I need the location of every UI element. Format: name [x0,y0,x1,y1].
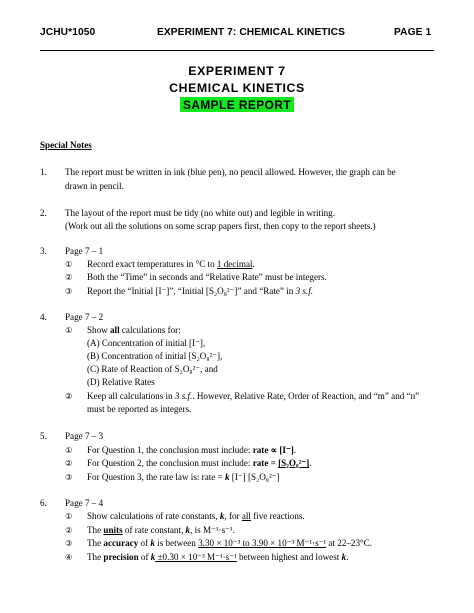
note-6-item-1: Show calculations of rate constants, k, for all five reactions. [87,511,305,521]
note-4-heading: Page 7 – 2 [65,312,104,322]
note-3-item-3: Report the “Initial [I⁻]”, “Initial [S₂O₈²⁻]” and “Rate” in 3 s.f. [87,286,313,296]
note-4-item-2-line-1: Keep all calculations in 3 s.f.. However, Relative Rate, Order of Reaction, and “m” and “n” [87,391,420,401]
sample-report-badge: SAMPLE REPORT [180,97,294,112]
note-5-number: 5. [40,431,47,441]
note-6-heading: Page 7 – 4 [65,498,104,508]
note-4-number: 4. [40,312,47,322]
note-3-number: 3. [40,246,47,256]
note-6-item-3: The accuracy of k is between 3.30 × 10⁻³ to 3.90 × 10⁻³ M⁻¹·s⁻¹ at 22–23°C. [87,538,372,548]
header-experiment-title: EXPERIMENT 7: CHEMICAL KINETICS [157,27,346,38]
note-4-sub-d: (D) Relative Rates [87,377,155,387]
circled-2-icon: ② [65,391,73,401]
note-2-line-2: (Work out all the solutions on some scrap papers first, then copy to the report sheets.) [65,221,376,231]
note-3-item-2: Both the “Time” in seconds and “Relative Rate” must be integers. [87,272,327,282]
note-4-sub-c: (C) Rate of Reaction of S₂O₈²⁻, and [87,364,218,374]
sample-report-wrapper [0,96,474,114]
circled-1-icon: ① [65,511,73,521]
note-1-number: 1. [40,167,47,177]
note-2-line-1: The layout of the report must be tidy (no white out) and legible in writing. [65,208,335,218]
note-1-line-1: The report must be written in ink (blue pen), no pencil allowed. However, the graph can be [65,167,396,177]
circled-3-icon: ③ [65,472,73,482]
note-5-item-3: For Question 3, the rate law is: rate = k [I⁻] [S₂O₈²⁻] [87,472,280,482]
note-6-number: 6. [40,498,47,508]
note-4-sub-b: (B) Concentration of initial [S₂O₈²⁻], [87,351,223,361]
circled-1-icon: ① [65,325,73,335]
circled-4-icon: ④ [65,552,73,562]
note-5-item-1: For Question 1, the conclusion must include: rate ∝ [I⁻]. [87,445,297,455]
note-6-item-2: The units of rate constant, k, is M⁻¹·s⁻¹. [87,525,235,535]
note-4-item-1: Show all calculations for: [87,325,181,335]
note-5-heading: Page 7 – 3 [65,431,104,441]
circled-2-icon: ② [65,525,73,535]
note-3-heading: Page 7 – 1 [65,246,104,256]
title-line-1: EXPERIMENT 7 [188,64,286,78]
circled-1-icon: ① [65,259,73,269]
note-6-item-4: The precision of k ±0.30 × 10⁻³ M⁻¹·s⁻¹ between highest and lowest k. [87,552,349,562]
note-5-item-2: For Question 2, the conclusion must include: rate = [S₂O₈²⁻]. [87,458,312,468]
note-4-item-2-line-2: must be reported as integers. [87,404,192,414]
circled-2-icon: ② [65,272,73,282]
circled-3-icon: ③ [65,538,73,548]
header-page-number: PAGE 1 [394,27,432,38]
note-3-item-1: Record exact temperatures in °C to 1 decimal. [87,259,255,269]
note-4-sub-a: (A) Concentration of initial [I⁻], [87,338,206,348]
header-course-code: JCHU*1050 [40,27,96,38]
note-2-number: 2. [40,208,47,218]
circled-1-icon: ① [65,445,73,455]
header-rule [40,50,434,51]
circled-2-icon: ② [65,458,73,468]
special-notes-heading: Special Notes [40,140,92,150]
title-line-2: CHEMICAL KINETICS [169,81,305,95]
circled-3-icon: ③ [65,286,73,296]
note-1-line-2: drawn in pencil. [65,181,124,191]
